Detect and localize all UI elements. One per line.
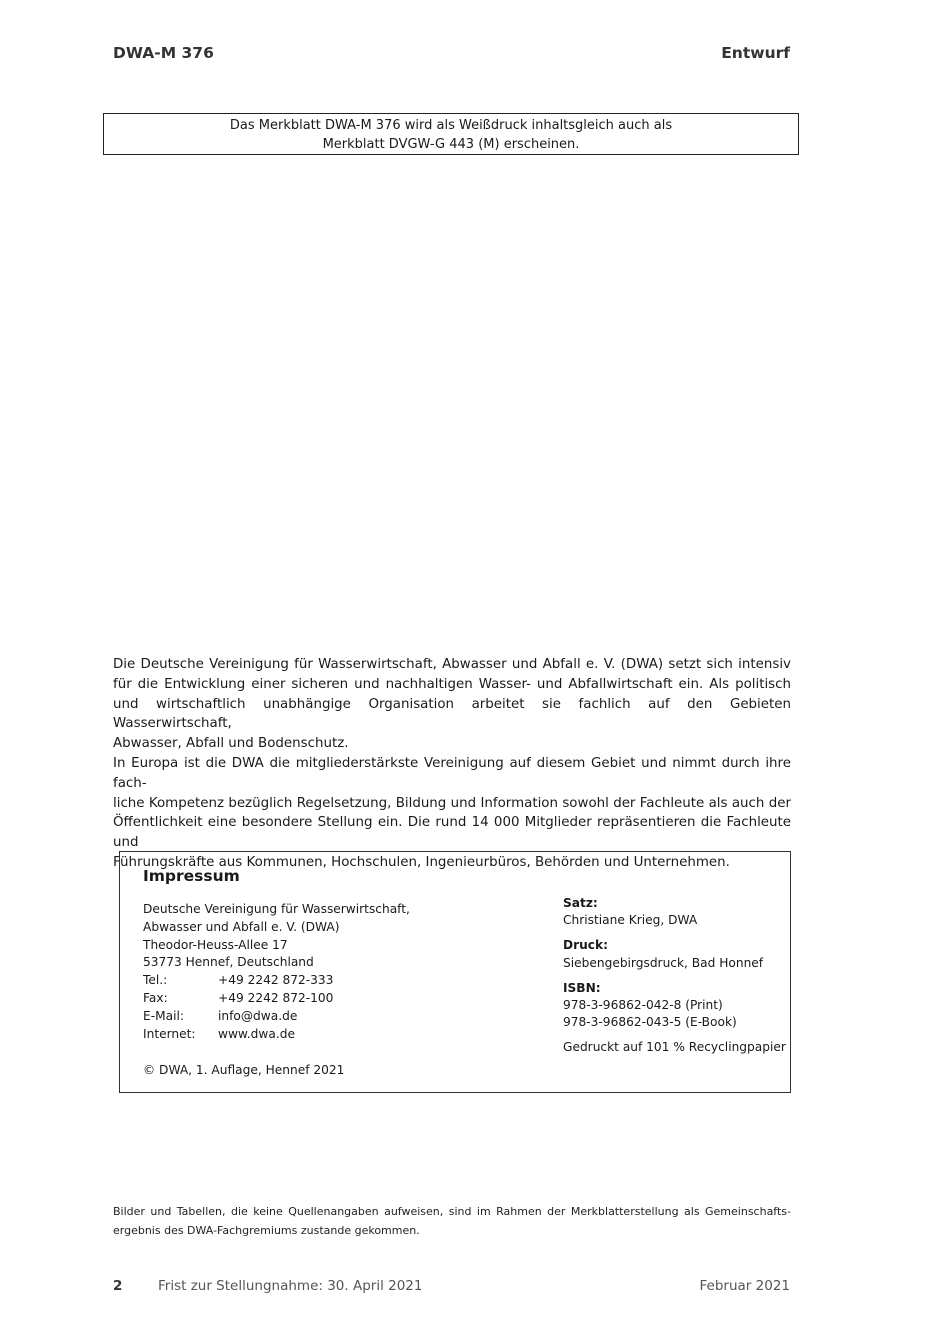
website-link[interactable]: www.dwa.de	[218, 1026, 295, 1041]
satz-value: Christiane Krieg, DWA	[563, 913, 698, 928]
image-source-note	[113, 1202, 791, 1240]
paragraph-line: für die Entwicklung einer sicheren und nachhaltigen Wasser- und Abfallwirtschaft ein. Als politisch	[113, 676, 791, 692]
druck-label: Druck:	[563, 938, 609, 953]
address-line: Theodor-Heuss-Allee 17	[143, 937, 288, 952]
address-line: 53773 Hennef, Deutschland	[143, 955, 314, 970]
footnote-line: ergebnis des DWA-Fachgremiums zustande gekommen.	[113, 1224, 420, 1237]
impressum-title: Impressum	[143, 867, 240, 885]
contact-label: Tel.:	[143, 973, 168, 988]
druck-value: Siebengebirgsdruck, Bad Honnef	[563, 955, 764, 970]
contact-label: E-Mail:	[143, 1008, 184, 1023]
paragraph-line: und wirtschaftlich unabhängige Organisation arbeitet sie fachlich auf den Gebieten Wasserwirtschaft,	[113, 696, 791, 732]
copyright-line: © DWA, 1. Auflage, Hennef 2021	[143, 1063, 345, 1077]
paragraph-line: In Europa ist die DWA die mitgliederstärkste Vereinigung auf diesem Gebiet und nimmt durch ihre fach-	[113, 756, 791, 791]
footnote-line: Bilder und Tabellen, die keine Quellenangaben aufweisen, sind im Rahmen der Merkblatterstellung als Gemeinschafts-	[113, 1205, 791, 1218]
intro-paragraph-1	[113, 655, 791, 754]
contact-row-internet	[143, 1026, 410, 1044]
isbn-ebook: 978-3-96862-043-5 (E-Book)	[563, 1015, 737, 1030]
contact-row-phone	[143, 972, 410, 990]
paragraph-line: Die Deutsche Vereinigung für Wasserwirtschaft, Abwasser und Abfall e. V. (DWA) setzt sich intensiv	[113, 657, 791, 672]
contact-label: Internet:	[143, 1026, 196, 1041]
email-link[interactable]: info@dwa.de	[218, 1008, 298, 1023]
phone-value: +49 2242 872-333	[218, 973, 334, 988]
page-number: 2	[113, 1278, 123, 1294]
publisher-address	[143, 901, 410, 1043]
paragraph-line: Abwasser, Abfall und Bodenschutz.	[113, 736, 349, 752]
comment-deadline: Frist zur Stellungnahme: 30. April 2021	[158, 1278, 423, 1294]
impressum-box	[119, 851, 791, 1093]
publication-date: Februar 2021	[699, 1278, 790, 1294]
production-details	[563, 895, 786, 1057]
notice-line: Merkblatt DVGW-G 443 (M) erscheinen.	[322, 137, 580, 152]
contact-row-email	[143, 1008, 410, 1026]
isbn-print: 978-3-96862-042-8 (Print)	[563, 998, 723, 1013]
paragraph-line: Führungskräfte aus Kommunen, Hochschulen, Ingenieurbüros, Behörden und Unternehmen.	[113, 854, 730, 870]
draft-label: Entwurf	[721, 44, 790, 62]
notice-box	[103, 113, 799, 155]
address-line: Abwasser und Abfall e. V. (DWA)	[143, 919, 340, 934]
satz-label: Satz:	[563, 896, 598, 910]
contact-label: Fax:	[143, 990, 168, 1005]
address-line: Deutsche Vereinigung für Wasserwirtschaft,	[143, 902, 410, 916]
paragraph-line: liche Kompetenz bezüglich Regelsetzung, Bildung und Information sowohl der Fachleute als auch der	[113, 795, 791, 811]
fax-value: +49 2242 872-100	[218, 990, 334, 1005]
paper-note: Gedruckt auf 101 % Recyclingpapier	[563, 1040, 786, 1055]
isbn-label: ISBN:	[563, 980, 601, 995]
notice-line: Das Merkblatt DWA-M 376 wird als Weißdruck inhaltsgleich auch als	[229, 118, 673, 133]
paragraph-line: Öffentlichkeit eine besondere Stellung ein. Die rund 14 000 Mitglieder repräsentieren die Fachleute und	[113, 815, 791, 851]
document-id: DWA-M 376	[113, 44, 214, 62]
contact-row-fax	[143, 990, 410, 1008]
